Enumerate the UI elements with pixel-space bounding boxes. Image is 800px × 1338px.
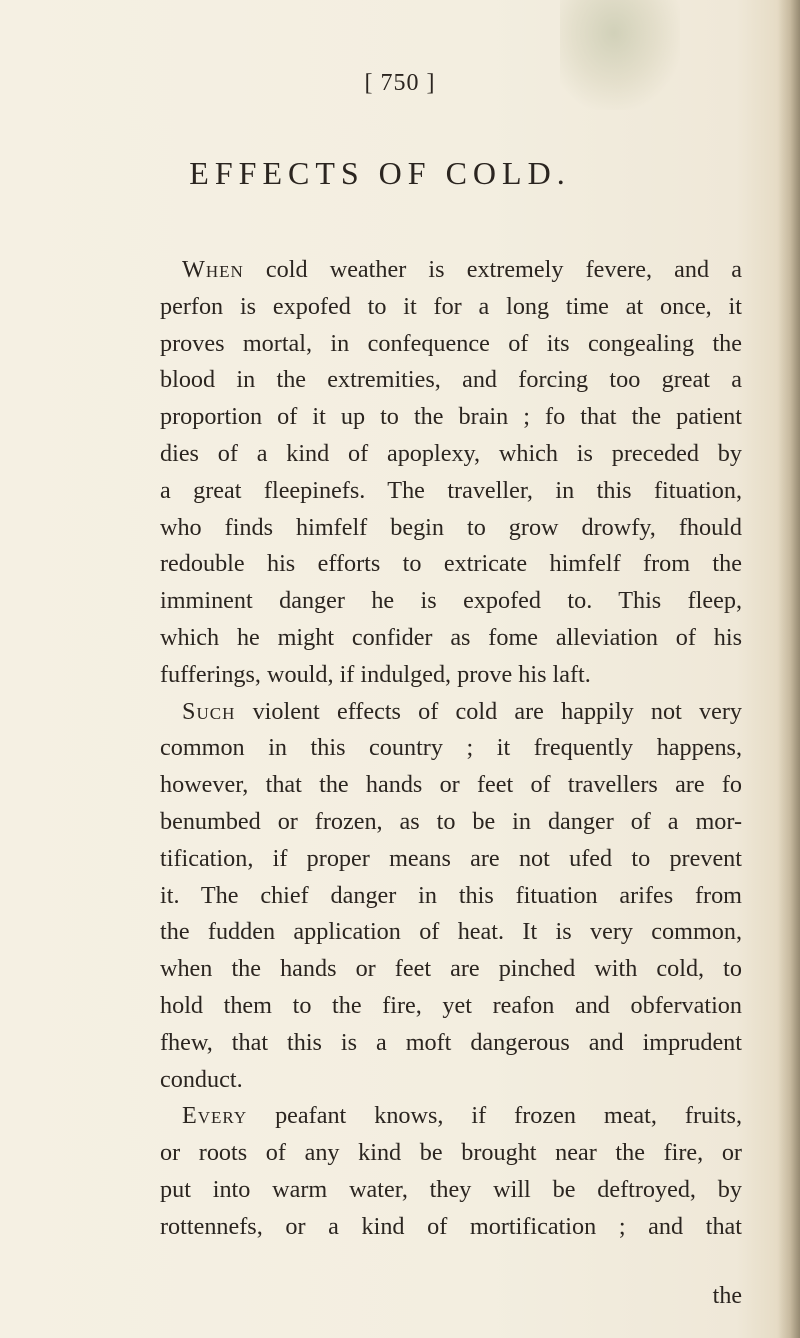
text-line: rottennefs, or a kind of mortification ; and that [160, 1212, 742, 1240]
paragraph-1 [160, 252, 742, 694]
text-line: tification, if proper means are not ufed to prevent [160, 844, 742, 872]
text-line: who finds himfelf begin to grow drowfy, fhould [160, 513, 742, 541]
text-line: put into warm water, they will be deftroyed, by [160, 1175, 742, 1203]
paragraph-lead-word: When [182, 256, 244, 283]
text-line: hold them to the fire, yet reafon and obfervation [160, 991, 742, 1019]
text-line: however, that the hands or feet of travellers are fo [160, 771, 742, 799]
text-line: Every peafant knows, if frozen meat, fruits, [182, 1102, 742, 1130]
text-line: redouble his efforts to extricate himfelf from the [160, 550, 742, 578]
text-line: it. The chief danger in this fituation arifes from [160, 881, 742, 909]
text-line: when the hands or feet are pinched with cold, to [160, 955, 742, 983]
text-line: fufferings, would, if indulged, prove his laft. [160, 660, 591, 688]
text-line: which he might confider as fome alleviation of his [160, 623, 742, 651]
paragraph-3 [160, 1098, 742, 1245]
text-line: proportion of it up to the brain ; fo that the patient [160, 403, 742, 431]
text-line: a great fleepinefs. The traveller, in this fituation, [160, 476, 742, 504]
paragraph-lead-word: Such [182, 697, 236, 725]
text-line: the fudden application of heat. It is very common, [160, 918, 742, 946]
text-line: proves mortal, in confequence of its congealing the [160, 329, 742, 357]
text-line: conduct. [160, 1065, 243, 1093]
text-line: benumbed or frozen, as to be in danger of a mor- [160, 807, 742, 835]
text-line: When cold weather is extremely fevere, and a [182, 256, 742, 283]
paragraph-lead-word: Every [182, 1102, 248, 1130]
text-line: blood in the extremities, and forcing too great a [160, 366, 742, 394]
text-line: fhew, that this is a moft dangerous and imprudent [160, 1028, 742, 1056]
text-line: imminent danger he is expofed to. This fleep, [160, 587, 742, 615]
catchword: the [712, 1283, 742, 1309]
paragraph-2 [160, 694, 742, 1099]
text-line: or roots of any kind be brought near the fire, or [160, 1139, 742, 1167]
text-line: common in this country ; it frequently happens, [160, 734, 742, 762]
text-line: dies of a kind of apoplexy, which is preceded by [160, 439, 742, 467]
body-text [160, 252, 742, 1246]
page-number: [ 750 ] [364, 70, 436, 96]
text-line: Such violent effects of cold are happily not very [182, 697, 742, 725]
text-line: perfon is expofed to it for a long time at once, it [160, 292, 742, 320]
chapter-heading: EFFECTS OF COLD. [189, 155, 571, 191]
page-edge-shadow [778, 0, 800, 1338]
